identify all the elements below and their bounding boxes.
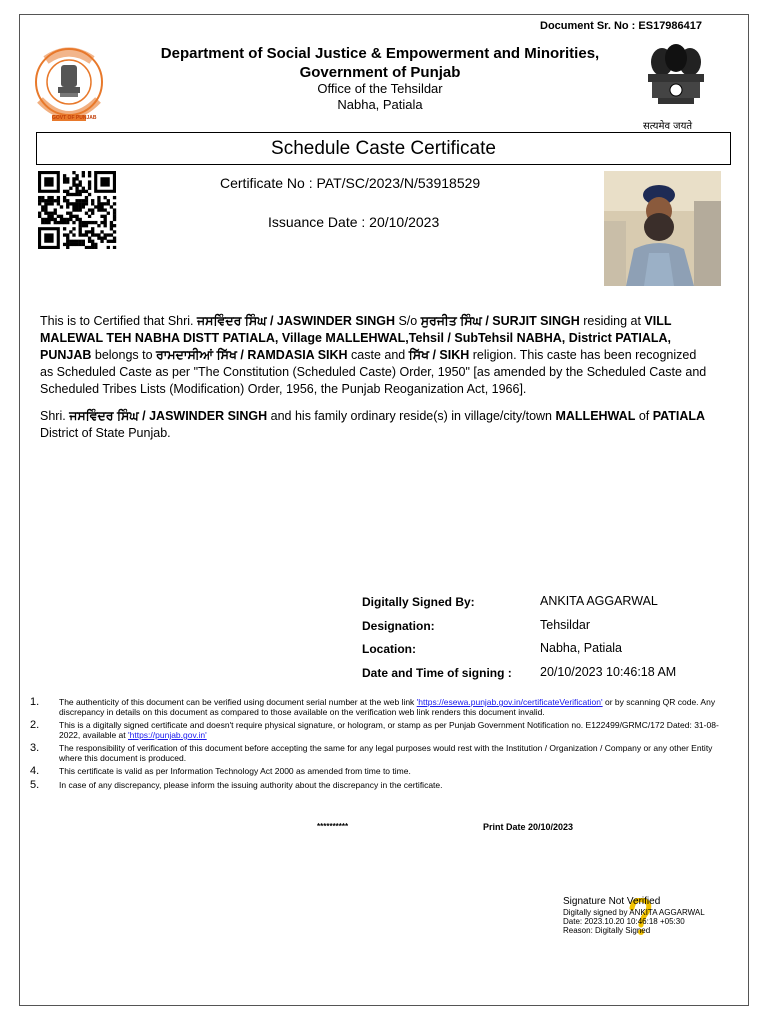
father-name: ਸੁਰਜੀਤ ਸਿੰਘ / SURJIT SINGH <box>420 314 580 328</box>
note-number: 5. <box>30 779 40 791</box>
note-body: or by scanning QR code. Any discrepancy in details on this document as compared to those available on the verification web link renders this document invalid. <box>59 697 716 717</box>
department-name: Department of Social Justice & Empowerment and Minorities, <box>160 45 600 62</box>
district-name: PATIALA <box>652 409 706 423</box>
note-item <box>30 720 730 740</box>
body-text: of <box>635 409 653 423</box>
note-text <box>59 720 730 740</box>
ashoka-emblem-icon <box>638 40 714 120</box>
applicant-address: VILL MALEWAL TEH NABHA DISTT PATIALA, Village MALLEHWAL,Tehsil / SubTehsil NABHA, District PATIALA, PUNJAB <box>40 314 672 362</box>
signed-by-value: ANKITA AGGARWAL <box>540 594 658 608</box>
body-text: belongs to <box>91 348 157 362</box>
note-number: 1. <box>30 696 40 708</box>
verification-link[interactable]: 'https://esewa.punjab.gov.in/certificateVerification' <box>416 697 603 707</box>
note-number: 4. <box>30 765 40 777</box>
note-item <box>30 697 730 717</box>
body-text: This is to Certified that Shri. <box>40 314 198 328</box>
print-date: Print Date 20/10/2023 <box>483 822 574 832</box>
body-text: S/o <box>395 314 421 328</box>
body-text: religion. This caste has been recognized as Scheduled Caste as per "The Constitution (Scheduled Caste) Order, 1950" [as amended by the Scheduled Caste and Scheduled Tribes Lists (Modification) Order, 1956, the Punjab Reoganization Act, 1966]. <box>40 348 707 396</box>
note-item <box>30 743 730 763</box>
office-location: Nabha, Patiala <box>337 97 423 112</box>
note-item <box>30 766 730 777</box>
note-number: 3. <box>30 742 40 754</box>
signature-reason: Reason: Digitally Signed <box>563 926 651 935</box>
body-text: Shri. <box>40 409 70 423</box>
applicant-name: ਜਸਵਿੰਦਰ ਸਿੰਘ / JASWINDER SINGH <box>197 314 395 328</box>
note-text <box>59 697 730 717</box>
signed-by-label: Digitally Signed By: <box>362 595 475 609</box>
body-text: caste and <box>347 348 409 362</box>
notes-list <box>30 697 730 794</box>
seal-text-top <box>40 40 41 41</box>
signature-signer: Digitally signed by ANKITA AGGARWAL <box>563 908 705 917</box>
note-body: The responsibility of verification of this document before accepting the same for any legal purposes would rest with the Institution / Organization / Company or any other Entity where this document is produced. <box>59 743 713 763</box>
body-text: District of State Punjab. <box>40 426 171 440</box>
note-body: In case of any discrepancy, please inform the issuing authority about the discrepancy in the certificate. <box>59 780 443 790</box>
designation-value: Tehsildar <box>540 618 591 632</box>
applicant-photo <box>604 171 721 286</box>
certificate-body-paragraph <box>40 313 710 398</box>
qr-code-icon[interactable] <box>36 171 118 249</box>
issuance-date: Issuance Date : 20/10/2023 <box>268 214 440 230</box>
signing-datetime-label: Date and Time of signing : <box>362 666 512 680</box>
punjab-gov-link[interactable]: 'https://punjab.gov.in' <box>128 730 207 740</box>
religion-name: ਸਿੱਖ / SIKH <box>408 348 470 362</box>
note-body: This is a digitally signed certificate and doesn't require physical signature, or hologram, or stamp as per Punjab Government Notification no. E122499/GRMC/172 Dated: 31-08-2022, available at <box>59 720 719 740</box>
certificate-title: Schedule Caste Certificate <box>36 132 731 165</box>
location-value: Nabha, Patiala <box>540 641 623 655</box>
note-number: 2. <box>30 719 40 731</box>
body-text: and his family ordinary reside(s) in village/city/town <box>267 409 556 423</box>
signature-status: Signature Not Verified <box>563 896 661 907</box>
document-serial: Document Sr. No : ES17986417 <box>540 20 703 32</box>
note-item <box>30 780 730 791</box>
emblem-motto: सत्यमेव जयते <box>643 121 693 132</box>
applicant-name: ਜਸਵਿੰਦਰ ਸਿੰਘ / JASWINDER SINGH <box>69 409 268 423</box>
residence-paragraph <box>40 408 710 442</box>
office-name: Office of the Tehsildar <box>317 81 443 96</box>
note-body: This certificate is valid as per Information Technology Act 2000 as amended from time to time. <box>59 766 411 776</box>
note-body: The authenticity of this document can be verified using document serial number at the web link <box>59 697 417 707</box>
signing-datetime-value: 20/10/2023 10:46:18 AM <box>540 665 677 679</box>
location-label: Location: <box>362 642 416 656</box>
caste-name: ਰਾਮਦਾਸੀਆਂ ਸਿੱਖ / RAMDASIA SIKH <box>156 348 348 362</box>
seal-text-bottom: GOVT OF PUNJAB <box>52 115 97 121</box>
designation-label: Designation: <box>362 619 435 633</box>
town-name: MALLEHWAL <box>555 409 636 423</box>
digital-signature-block <box>563 896 705 935</box>
separator-stars: ********** <box>317 822 349 831</box>
government-name: Government of Punjab <box>299 64 461 81</box>
certificate-number: Certificate No : PAT/SC/2023/N/53918529 <box>220 175 481 191</box>
body-text: residing at <box>579 314 645 328</box>
signature-date: Date: 2023.10.20 10:46:18 +05:30 <box>563 917 685 926</box>
